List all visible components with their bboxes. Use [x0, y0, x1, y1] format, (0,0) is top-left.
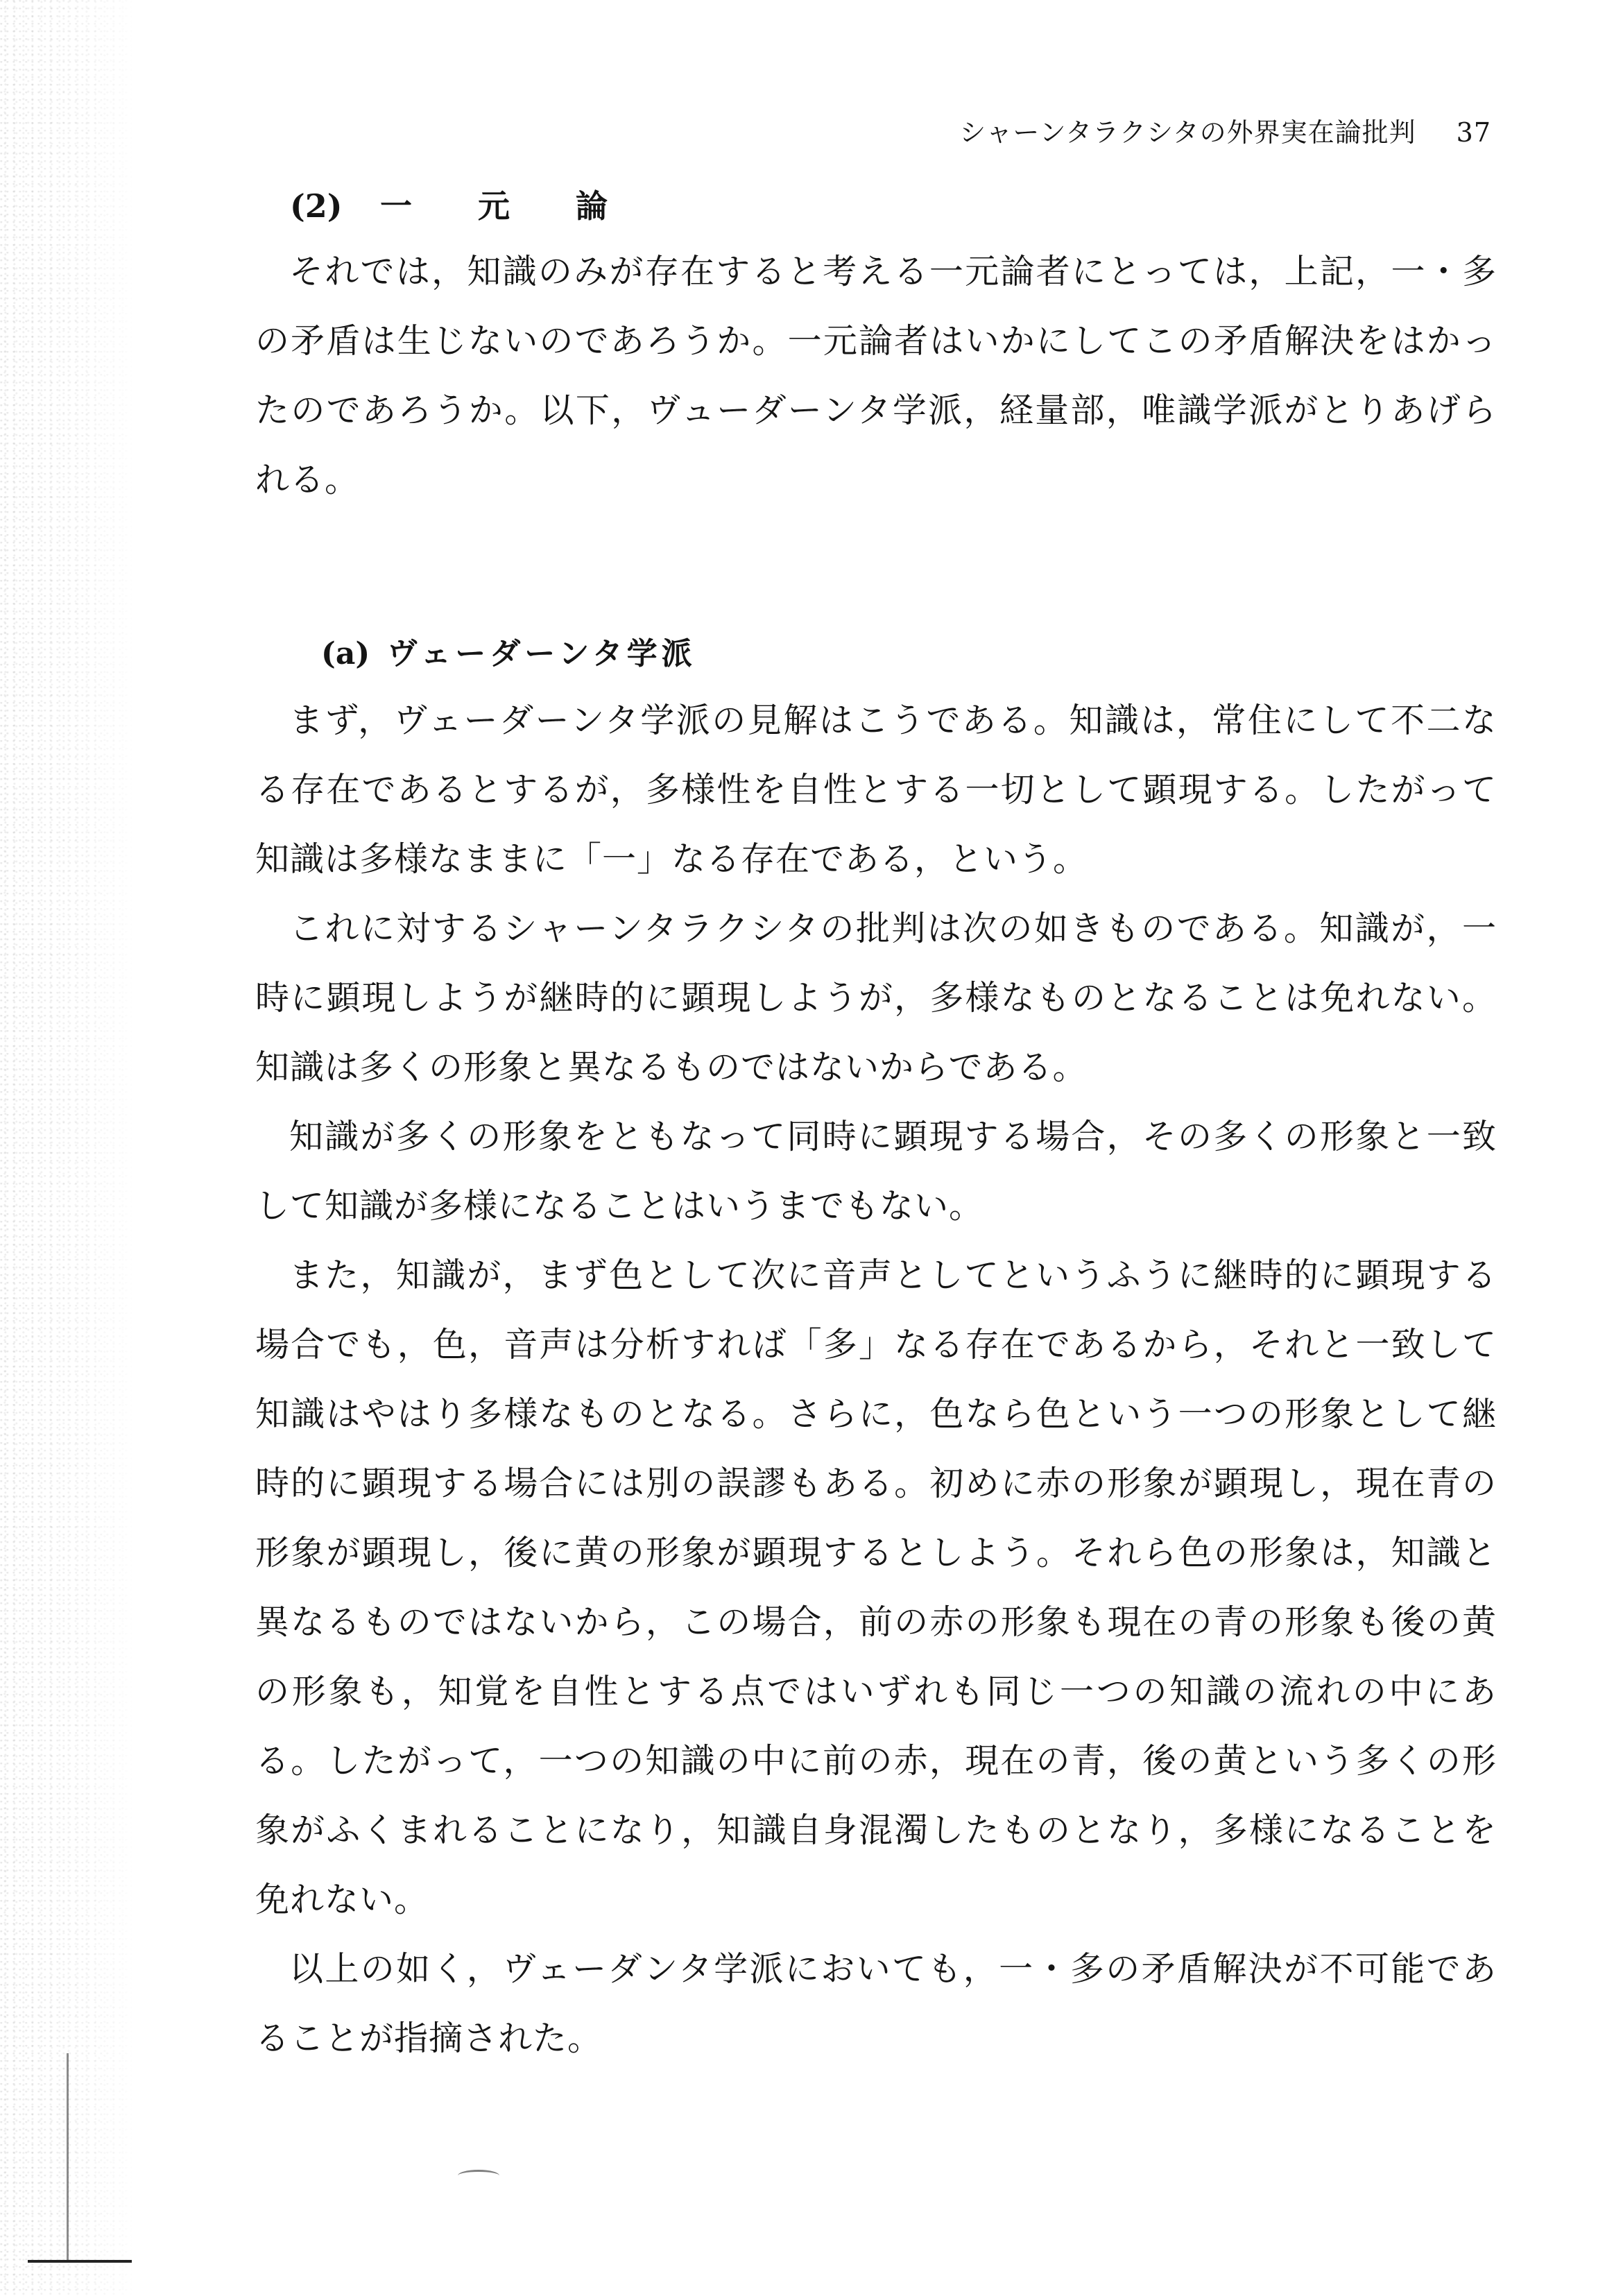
scan-bottom-rule [28, 2260, 132, 2263]
section-heading [255, 175, 1497, 237]
page-number: 37 [1456, 117, 1491, 148]
paragraph: まず，ヴェーダーンタ学派の見解はこうである。知識は，常住にして不二なる存在であるとするが，多様性を自性とする一切として顕現する。したがって知識は多様なままに「一」なる存在である，という。 [255, 701, 1497, 879]
scan-gutter-fade [0, 0, 139, 2296]
paragraph: それでは，知識のみが存在すると考える一元論者にとっては，上記，一・多の矛盾は生じないのであろうか。一元論者はいかにしてこの矛盾解決をはかったのであろうか。以下，ヴューダーンタ学派，経量部，唯識学派がとりあげられる。 [255, 252, 1497, 499]
subsection-heading [255, 622, 1497, 686]
paragraph: 以上の如く，ヴェーダンタ学派においても，一・多の矛盾解決が不可能であることが指摘された。 [255, 1949, 1497, 2058]
section-title: 一元論 [380, 187, 673, 225]
running-title: シャーンタラクシタの外界実在論批判 [959, 117, 1416, 148]
paragraph: 知識が多くの形象をともなって同時に顕現する場合，その多くの形象と一致して知識が多様になることはいうまでもない。 [255, 1117, 1497, 1226]
page-body [255, 175, 1497, 2073]
paragraph: また，知識が，まず色として次に音声としてというふうに継時的に顕現する場合でも，色，音声は分析すれば「多」なる存在であるから，それと一致して知識はやはり多様なものとなる。さらに，色なら色という一つの形象として継時的に顕現する場合には別の誤謬もある。初めに赤の形象が顕現し，現在青の形象が顕現し，後に黄の形象が顕現するとしよう。それら色の形象は，知識と異なるものではないから，この場合，前の赤の形象も現在の青の形象も後の黄の形象も，知覚を自性とする点ではいずれも同じ一つの知識の流れの中にある。したがって，一つの知識の中に前の赤，現在の青，後の黄という多くの形象がふくまれることになり，知識自身混濁したものとなり，多様になることを免れない。 [255, 1256, 1497, 1919]
scan-margin-line [67, 2053, 69, 2261]
subsection-title: ヴェーダーンタ学派 [387, 636, 696, 671]
scan-smudge [458, 2170, 499, 2182]
subsection-number: (a) [321, 636, 370, 671]
section-number: (2) [290, 187, 343, 225]
paragraph: これに対するシャーンタラクシタの批判は次の如きものである。知識が，一時に顕現しようが継時的に顕現しようが，多様なものとなることは免れない。知識は多くの形象と異なるものではないからである。 [255, 909, 1497, 1087]
running-header [959, 111, 1491, 149]
